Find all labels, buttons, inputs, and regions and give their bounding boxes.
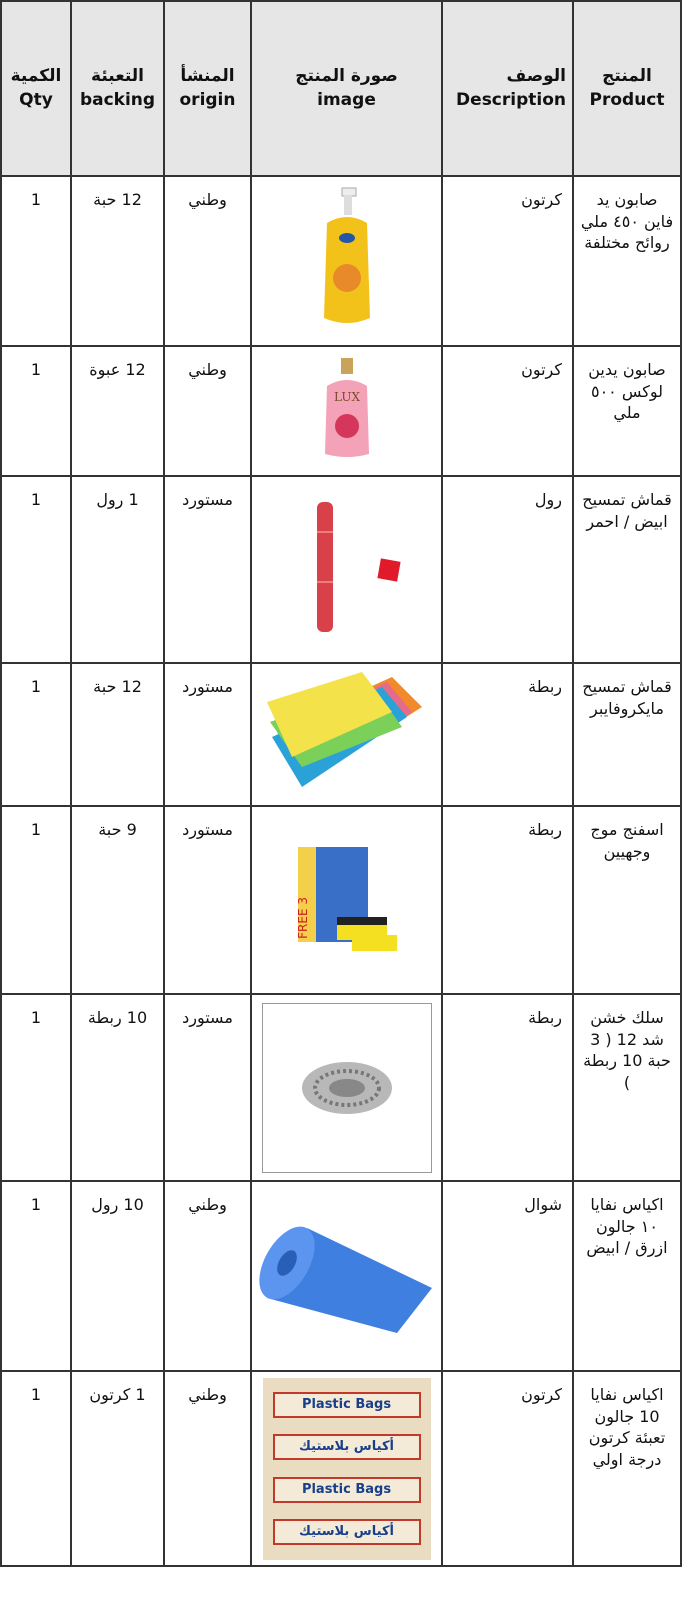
- header-backing: [71, 1, 164, 176]
- header-ar: المنتج: [602, 65, 652, 86]
- origin-cell: مستورد: [164, 663, 251, 806]
- backing-cell: 12 حبة: [71, 663, 164, 806]
- product-cell: صابون يد فاين ٤٥٠ ملي روائح مختلفة: [573, 176, 681, 346]
- description-cell: ربطة: [442, 994, 573, 1181]
- description-cell: كرتون: [442, 346, 573, 476]
- backing-cell: 1 كرتون: [71, 1371, 164, 1566]
- header-image: [251, 1, 442, 176]
- header-en: backing: [79, 89, 156, 110]
- origin-cell: وطني: [164, 346, 251, 476]
- cloth-roll-red-image: [252, 492, 441, 648]
- sponge-pack-image: [252, 837, 441, 963]
- svg-text:LUX: LUX: [333, 389, 360, 404]
- origin-cell: مستورد: [164, 994, 251, 1181]
- plastic-bags-cartons-image: [252, 1378, 441, 1560]
- product-image: [251, 476, 442, 663]
- header-ar: المنشأ: [180, 65, 235, 86]
- product-cell: اسفنج موج وجهيين: [573, 806, 681, 994]
- header-ar: التعبئة: [91, 65, 144, 86]
- qty-cell: 1: [1, 176, 71, 346]
- plastic-bags-label: أكياس بلاستيك: [273, 1519, 421, 1545]
- backing-cell: 12 عبوة: [71, 346, 164, 476]
- header-ar: الكمية: [10, 65, 62, 86]
- origin-cell: مستورد: [164, 476, 251, 663]
- qty-cell: 1: [1, 346, 71, 476]
- lux-soap-bottle-pink-image: [252, 356, 441, 467]
- product-image: [251, 1181, 442, 1371]
- product-cell: صابون يدين لوكس ٥٠٠ ملي: [573, 346, 681, 476]
- product-cell: قماش تمسيح مايكروفايبر: [573, 663, 681, 806]
- description-cell: كرتون: [442, 176, 573, 346]
- backing-cell: 12 حبة: [71, 176, 164, 346]
- product-cell: سلك خشن شد 12 ( 3 حبة 10 ربطة ): [573, 994, 681, 1181]
- product-image: [251, 1371, 442, 1566]
- table-row: [1, 476, 681, 663]
- header-qty: [1, 1, 71, 176]
- table-row: [1, 176, 681, 346]
- header-en: image: [317, 89, 376, 110]
- steel-wool-image: [252, 1003, 441, 1173]
- product-image: [251, 806, 442, 994]
- description-cell: ربطة: [442, 663, 573, 806]
- header-row: [1, 1, 681, 176]
- plastic-bags-label: أكياس بلاستيك: [273, 1434, 421, 1460]
- backing-cell: 10 ربطة: [71, 994, 164, 1181]
- qty-cell: 1: [1, 663, 71, 806]
- product-cell: اكياس نفايا ١٠ جالون ازرق / ابيض: [573, 1181, 681, 1371]
- product-cell: اكياس نفايا 10 جالون تعبئة كرتون درجة اولي: [573, 1371, 681, 1566]
- qty-cell: 1: [1, 1371, 71, 1566]
- backing-cell: 10 رول: [71, 1181, 164, 1371]
- header-ar: صورة المنتج: [295, 65, 398, 86]
- table-row: [1, 994, 681, 1181]
- header-en: origin: [179, 89, 236, 110]
- table-row: [1, 346, 681, 476]
- hand-soap-bottle-yellow-image: [252, 183, 441, 339]
- blue-garbage-bag-roll-image: [252, 1208, 441, 1344]
- product-cell: قماش تمسيح ابيض / احمر: [573, 476, 681, 663]
- origin-cell: وطني: [164, 1371, 251, 1566]
- microfiber-cloths-image: [252, 667, 441, 803]
- plastic-bags-label: Plastic Bags: [273, 1477, 421, 1503]
- qty-cell: 1: [1, 1181, 71, 1371]
- header-origin: [164, 1, 251, 176]
- svg-text:FREE 3: FREE 3: [295, 897, 310, 940]
- header-en: Product: [589, 89, 665, 110]
- origin-cell: وطني: [164, 1181, 251, 1371]
- table-row: [1, 806, 681, 994]
- origin-cell: وطني: [164, 176, 251, 346]
- qty-cell: 1: [1, 994, 71, 1181]
- table-row: [1, 663, 681, 806]
- product-image: [251, 994, 442, 1181]
- header-description: [442, 1, 573, 176]
- header-en: Qty: [19, 89, 53, 110]
- product-image: [251, 176, 442, 346]
- table-row: [1, 1371, 681, 1566]
- description-cell: شوال: [442, 1181, 573, 1371]
- description-cell: رول: [442, 476, 573, 663]
- backing-cell: 9 حبة: [71, 806, 164, 994]
- backing-cell: 1 رول: [71, 476, 164, 663]
- description-cell: كرتون: [442, 1371, 573, 1566]
- qty-cell: 1: [1, 806, 71, 994]
- qty-cell: 1: [1, 476, 71, 663]
- origin-cell: مستورد: [164, 806, 251, 994]
- description-cell: ربطة: [442, 806, 573, 994]
- product-image: [251, 346, 442, 476]
- header-en: Description: [456, 89, 566, 110]
- table-row: [1, 1181, 681, 1371]
- product-image: [251, 663, 442, 806]
- plastic-bags-label: Plastic Bags: [273, 1392, 421, 1418]
- header-ar: الوصف: [506, 65, 566, 86]
- header-product: [573, 1, 681, 176]
